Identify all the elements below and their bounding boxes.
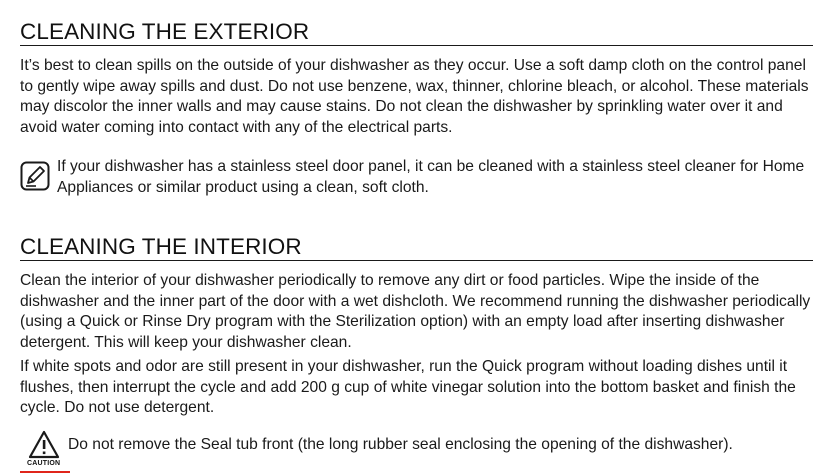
exterior-note <box>20 157 813 198</box>
exterior-note-text: If your dishwasher has a stainless steel door panel, it can be cleaned with a stainless steel cleaner for Home Appliances or similar product using a clean, soft cloth. <box>57 158 805 196</box>
note-pencil-icon <box>20 161 50 191</box>
interior-title: CLEANING THE INTERIOR <box>20 233 813 261</box>
interior-paragraph-1: Clean the interior of your dishwasher periodically to remove any dirt or food particles. Wipe the inside of the dishwasher and the inner part of the door with a wet dishcloth. We recommend running the dishwasher periodically (using a Quick or Rinse Dry program with the Sterilization option) with an empty load after inserting dishwasher detergent. This will keep your dishwasher clean. <box>20 272 811 351</box>
exterior-title: CLEANING THE EXTERIOR <box>20 18 813 46</box>
interior-caution-text: Do not remove the Seal tub front (the long rubber seal enclosing the opening of the dishwasher). <box>68 436 733 453</box>
exterior-paragraph: It’s best to clean spills on the outside of your dishwasher as they occur. Use a soft damp cloth on the control panel to gently wipe away spills and dust. Do not use benzene, wax, thinner, chlorine bleach, or alcohol. These materials may discolor the inner walls and may cause stains. Do not clean the dishwasher by sprinkling water over it and avoid water coming into contact with any of the electrical parts. <box>20 57 809 136</box>
exterior-section <box>20 18 813 138</box>
caution-underline <box>20 471 70 473</box>
interior-paragraph-2: If white spots and odor are still present in your dishwasher, run the Quick program without loading dishes until it flushes, then interrupt the cycle and add 200 g cup of white vinegar solution into the bottom basket and finish the cycle. Do not use detergent. <box>20 358 796 416</box>
interior-section <box>20 233 813 419</box>
interior-caution <box>20 429 813 467</box>
caution-label: CAUTION <box>27 460 61 467</box>
warning-triangle-icon <box>20 429 70 471</box>
